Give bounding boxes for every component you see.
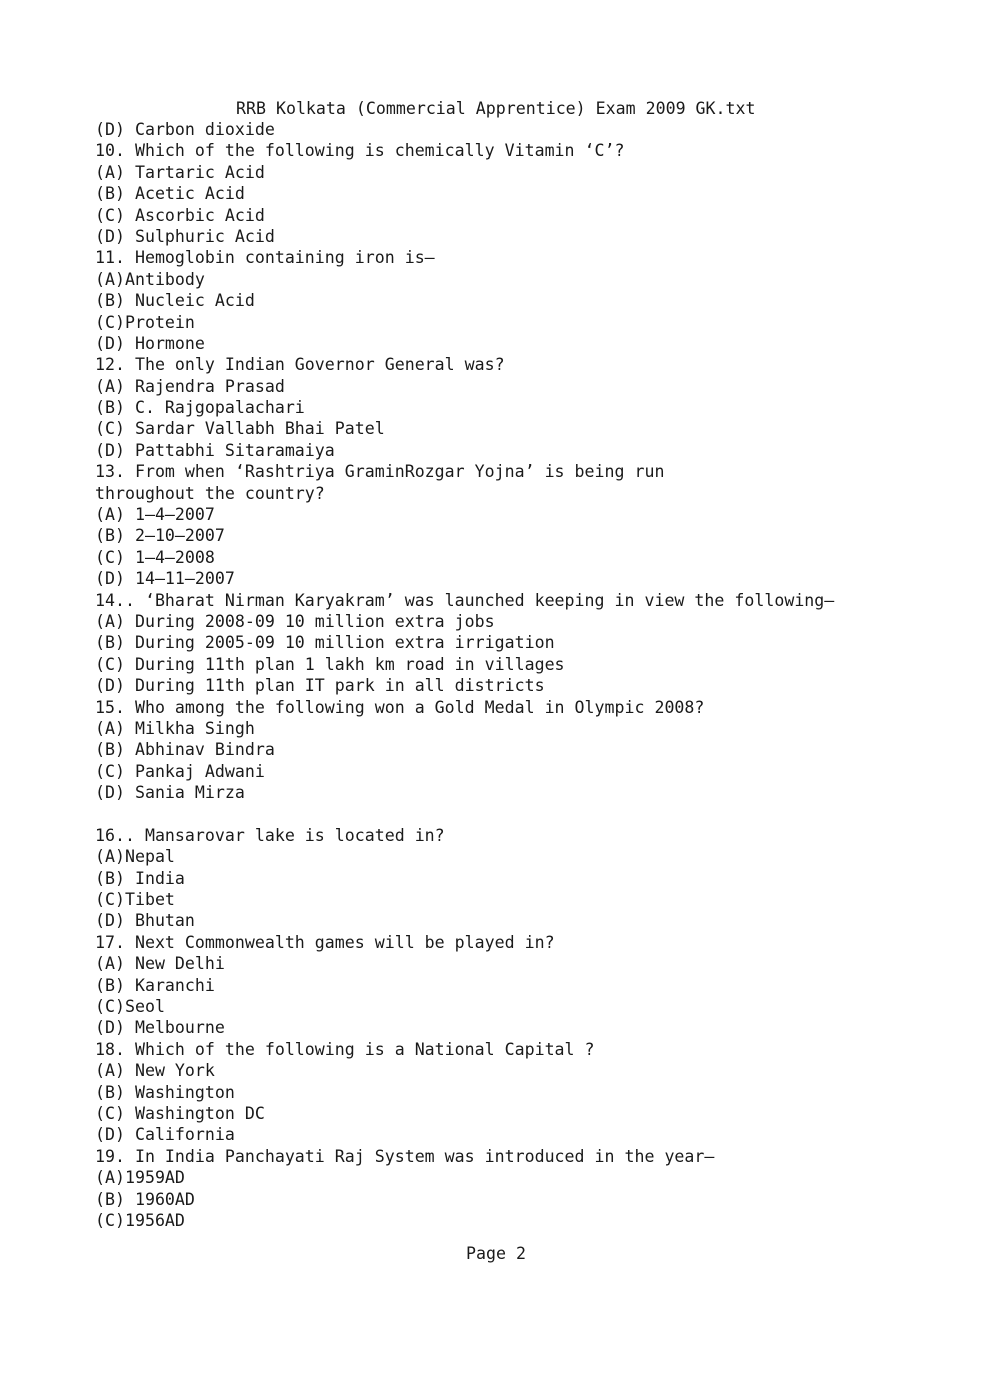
text-line: (D) Pattabhi Sitaramaiya (95, 440, 335, 460)
text-line: (C)1956AD (95, 1210, 185, 1230)
text-line: (D) Bhutan (95, 911, 195, 931)
text-line: 12. The only Indian Governor General was? (95, 355, 505, 375)
text-line (95, 804, 955, 825)
text-line: 17. Next Commonwealth games will be played in? (95, 932, 555, 952)
text-line: (D) Sania Mirza (95, 783, 245, 803)
text-line: (B) 2—10—2007 (95, 526, 225, 546)
text-line: (D) 14—11—2007 (95, 569, 235, 589)
text-line: (A)Nepal (95, 847, 175, 867)
page-number: Page 2 (466, 1244, 526, 1263)
text-line: (C) Ascorbic Acid (95, 205, 265, 225)
text-line: (A)Antibody (95, 269, 205, 289)
text-line: (C) Pankaj Adwani (95, 761, 265, 781)
text-line: (A) New York (95, 1061, 215, 1081)
text-line: 19. In India Panchayati Raj System was introduced in the year— (95, 1146, 715, 1166)
text-line: (C) 1—4—2008 (95, 547, 215, 567)
document-body (95, 119, 955, 1231)
text-line: (D) Carbon dioxide (95, 120, 275, 139)
text-line: (D) Hormone (95, 333, 205, 353)
text-line: (B) Karanchi (95, 975, 215, 995)
text-line: 10. Which of the following is chemically Vitamin ‘C’? (95, 141, 625, 161)
text-line: (A) Milkha Singh (95, 718, 255, 738)
text-line: (B) Washington (95, 1082, 235, 1102)
text-line: (C)Seol (95, 997, 165, 1017)
text-line: (A) New Delhi (95, 954, 225, 974)
text-line: (D) California (95, 1125, 235, 1145)
text-line: 18. Which of the following is a National Capital ? (95, 1039, 595, 1059)
text-line: (B) 1960AD (95, 1189, 195, 1209)
text-line: (D) During 11th plan IT park in all districts (95, 676, 545, 696)
text-line: (D) Sulphuric Acid (95, 226, 275, 246)
text-line: throughout the country? (95, 483, 325, 503)
text-line: (B) Abhinav Bindra (95, 740, 275, 760)
text-line: (B) During 2005-09 10 million extra irrigation (95, 633, 555, 653)
text-line: (B) Acetic Acid (95, 184, 245, 204)
document-header: RRB Kolkata (Commercial Apprentice) Exam 2009 GK.txt (236, 99, 756, 118)
text-line: (A) 1—4—2007 (95, 505, 215, 525)
text-line: (C) During 11th plan 1 lakh km road in villages (95, 654, 565, 674)
text-line: (A)1959AD (95, 1168, 185, 1188)
text-line: (B) India (95, 868, 185, 888)
text-line: (C)Protein (95, 312, 195, 332)
text-line: (B) Nucleic Acid (95, 291, 255, 311)
text-line: (A) Rajendra Prasad (95, 376, 285, 396)
text-line: (C)Tibet (95, 890, 175, 910)
text-line: (C) Washington DC (95, 1103, 265, 1123)
text-line: (A) Tartaric Acid (95, 162, 265, 182)
text-line: (D) Melbourne (95, 1018, 225, 1038)
text-line: 11. Hemoglobin containing iron is— (95, 248, 435, 268)
text-line: 14.. ‘Bharat Nirman Karyakram’ was launched keeping in view the following— (95, 590, 835, 610)
text-line: (C) Sardar Vallabh Bhai Patel (95, 419, 385, 439)
text-line: 13. From when ‘Rashtriya GraminRozgar Yojna’ is being run (95, 462, 665, 482)
text-line: 15. Who among the following won a Gold Medal in Olympic 2008? (95, 697, 705, 717)
text-line: (B) C. Rajgopalachari (95, 398, 305, 418)
text-line: 16.. Mansarovar lake is located in? (95, 825, 445, 845)
text-line: (A) During 2008-09 10 million extra jobs (95, 611, 495, 631)
